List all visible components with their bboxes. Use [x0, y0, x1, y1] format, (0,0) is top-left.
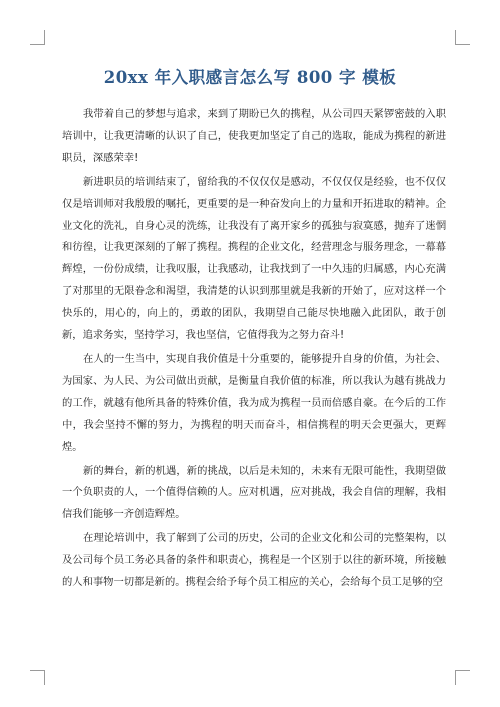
page-corner-mark-top-left — [30, 30, 45, 45]
document-title: 20xx 年入职感言怎么写 800 字 模板 — [103, 68, 397, 87]
paragraph-5: 在理论培训中，我了解到了公司的历史，公司的企业文化和公司的完整架构，以及公司每个员工务必具备的条件和职责心，携程是一个区别于以往的新环境，所接触的人和事物一切都是新的。携程会给予每个员工相应的关心，会给每个员工足够的空 — [62, 532, 446, 589]
page-corner-mark-bottom-right — [455, 670, 470, 685]
paragraph-3: 在人的一生当中，实现自我价值是十分重要的，能够提升自身的价值，为社会、为国家、为人民、为公司做出贡献，是衡量自我价值的标准，所以我认为越有挑战力的工作，就越有他所具备的特殊价值，我为成为携程一员而倍感自豪。在今后的工作中，我会坚持不懈的努力，为携程的明天而奋斗，相信携程的明天会更强大，更辉煌。 — [62, 352, 446, 453]
page-corner-mark-bottom-left — [30, 670, 45, 685]
paragraph-2: 新进职员的培训结束了，留给我的不仅仅仅是感动，不仅仅仅是经验，也不仅仅仅是培训师对我殷殷的嘱托，更重要的是一种奋发向上的力量和开拓进取的精神。企业文化的洗礼，自身心灵的洗练，让我没有了离开家乡的孤独与寂寞感，抛弃了迷惘和彷徨，让我更深刻的了解了携程。携程的企业文化，经营理念与服务理念，一幕幕辉煌，一份份成绩，让我叹服，让我感动，让我找到了一中久违的归属感，内心充满了对那里的无限眷念和渴望，我清楚的认识到那里就是我新的开始了，应对这样一个快乐的，用心的，向上的，勇敢的团队，我期望自己能尽快地融入此团队，敢于创新，追求务实，坚持学习，我也坚信，它值得我为之努力奋斗! — [62, 175, 446, 342]
page-corner-mark-top-right — [455, 30, 470, 45]
document-body — [62, 104, 446, 596]
paragraph-4: 新的舞台，新的机遇，新的挑战，以后是未知的，未来有无限可能性，我期望做一个负职责的人，一个值得信赖的人。应对机遇，应对挑战，我会自信的理解，我相信我们能够一齐创造辉煌。 — [62, 464, 446, 521]
paragraph-1: 我带着自己的梦想与追求，来到了期盼已久的携程，从公司四天紧锣密鼓的入职培训中，让我更清晰的认识了自己，使我更加坚定了自己的选取，能成为携程的新进职员，深感荣幸! — [62, 108, 446, 164]
